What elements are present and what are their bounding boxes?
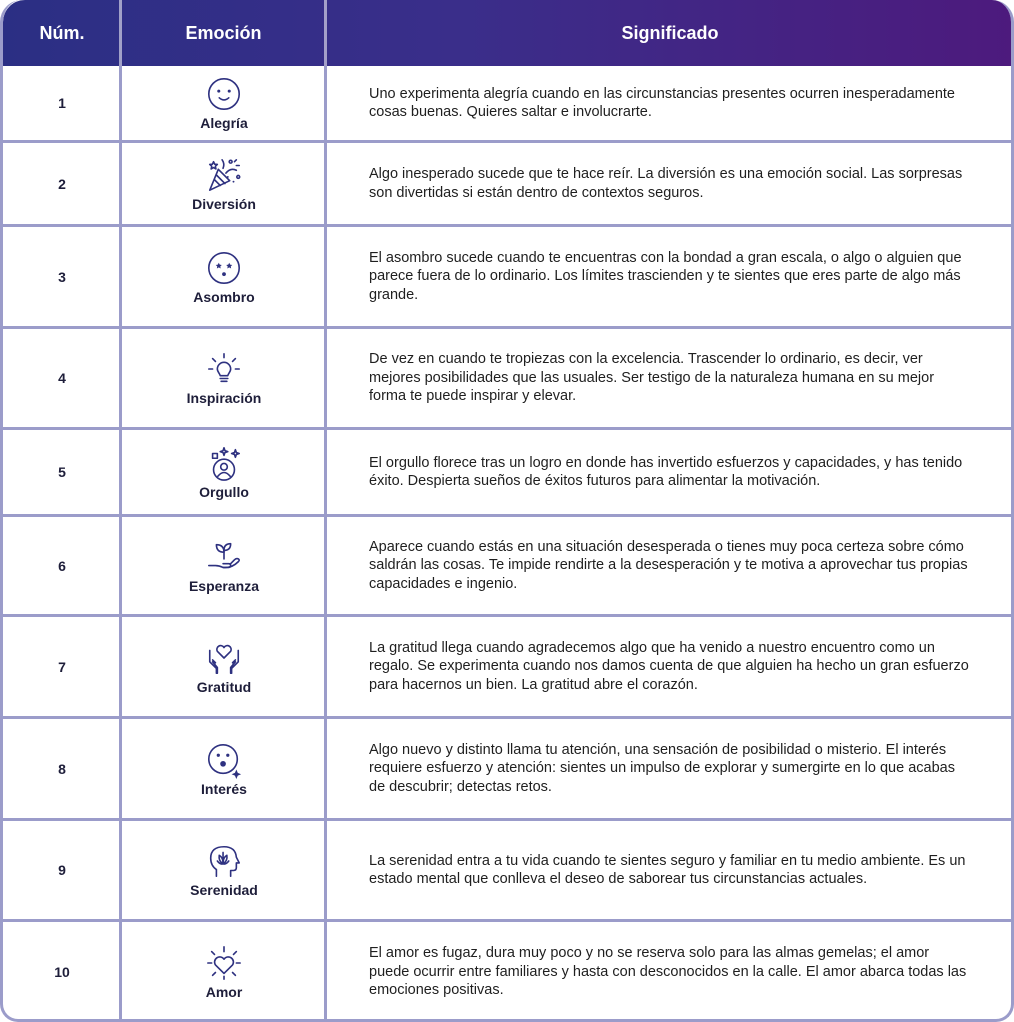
table-row (3, 143, 1014, 227)
emotion-cell (124, 719, 324, 818)
emotion-cell (124, 617, 324, 716)
starry-eyes-face-icon (205, 249, 243, 287)
emotion-cell (124, 922, 324, 1022)
lightbulb-icon (205, 350, 243, 388)
head-lotus-icon (205, 842, 243, 880)
header-meaning: Significado (621, 22, 719, 43)
column-divider (324, 66, 327, 1022)
party-popper-icon (205, 156, 243, 194)
emotion-meaning: Uno experimenta alegría cuando en las circunstancias presentes ocurren inesperadamente cosas buenas. Quieres saltar e involucrarte. (369, 85, 955, 120)
surprised-face-icon (205, 741, 243, 779)
hands-heart-icon (205, 639, 243, 677)
table-row (3, 617, 1014, 719)
emotion-cell (124, 66, 324, 140)
emotion-meaning: De vez en cuando te tropiezas con la excelencia. Trascender lo ordinario, es decir, ver mejores posibilidades que las usuales. Ser testigo de la naturaleza humana en su mejor forma te puede inspirar y elevar. (369, 351, 935, 405)
table-header (3, 0, 1014, 66)
emotion-cell (124, 517, 324, 614)
emotion-name: Esperanza (188, 577, 260, 594)
table-row (3, 922, 1014, 1022)
row-number: 5 (58, 464, 66, 480)
person-sparkle-icon (205, 444, 243, 482)
smile-face-icon (205, 75, 243, 113)
emotion-name: Inspiración (186, 390, 262, 406)
row-number: 8 (58, 760, 66, 777)
row-number: 6 (58, 557, 66, 574)
table-row (3, 430, 1014, 517)
header-num: Núm. (39, 22, 85, 43)
table-row (3, 66, 1014, 143)
table-row (3, 517, 1014, 617)
emotion-cell (124, 430, 324, 514)
header-divider (324, 0, 327, 66)
emotion-name: Gratitud (196, 678, 252, 695)
emotion-name: Amor (205, 984, 243, 1000)
row-number: 1 (58, 95, 66, 111)
emotion-cell (124, 227, 324, 326)
emotion-meaning: Algo inesperado sucede que te hace reír. La diversión es una emoción social. Las sorpresas son divertidas si están dentro de contextos seguros. (369, 166, 963, 201)
table-row (3, 227, 1014, 329)
row-number: 3 (58, 268, 66, 285)
emotion-name: Asombro (193, 288, 255, 305)
radiant-heart-icon (205, 944, 243, 982)
hand-sprout-icon (205, 538, 243, 576)
row-number: 4 (58, 370, 66, 386)
emotion-name: Orgullo (199, 484, 249, 500)
emotion-cell (124, 821, 324, 919)
row-number: 2 (58, 175, 66, 192)
table-row (3, 719, 1014, 821)
row-number: 9 (58, 862, 66, 878)
emotion-meaning: El asombro sucede cuando te encuentras con la bondad a gran escala, o algo o alguien que parece fuera de lo ordinario. Los límites trascienden y te sientes que eres parte de algo más grande. (369, 249, 962, 303)
column-divider (119, 66, 122, 1022)
emotion-name: Serenidad (190, 882, 258, 898)
emotion-meaning: La gratitud llega cuando agradecemos algo que ha venido a nuestro encuentro como un regalo. Se experimenta cuando nos damos cuenta de que alguien ha hecho un gran esfuerzo para hacernos un bien. La gratitud abre el corazón. (369, 639, 969, 693)
emotion-name: Alegría (200, 115, 248, 131)
emotion-meaning: Aparece cuando estás en una situación desesperada o tienes muy poca certeza sobre cómo saldrán las cosas. Te impide rendirte a la desesperación y te motiva a aprovechar tus propias capacidades e ingenio. (369, 538, 968, 592)
emotion-meaning: Algo nuevo y distinto llama tu atención, una sensación de posibilidad o misterio. El interés requiere esfuerzo y atención: sientes un impulso de explorar y sumergirte en lo que acabas de descubrir; detectas retos. (369, 741, 955, 795)
table-row (3, 821, 1014, 922)
header-emotion: Emoción (185, 22, 262, 43)
row-number: 7 (58, 658, 66, 675)
emotion-meaning: El amor es fugaz, dura muy poco y no se reserva solo para las almas gemelas; el amor puede ocurrir entre familiares y hasta con desconocidos en la calle. El amor abarca todas las emociones positivas. (369, 945, 967, 999)
emotion-cell (124, 329, 324, 427)
emotion-meaning: La serenidad entra a tu vida cuando te sientes seguro y familiar en tu medio ambiente. Es un estado mental que conlleva el deseo de saborear tus circunstancias actuales. (369, 852, 966, 887)
emotion-name: Interés (201, 780, 247, 797)
table-row (3, 329, 1014, 430)
emotion-meaning: El orgullo florece tras un logro en donde has invertido esfuerzos y capacidades, y has tenido éxito. Despierta sueños de éxitos futuros para alimentar la motivación. (369, 454, 963, 489)
row-number: 10 (54, 964, 70, 980)
header-divider (119, 0, 122, 66)
emotion-name: Diversión (192, 195, 256, 212)
emotion-cell (124, 143, 324, 224)
